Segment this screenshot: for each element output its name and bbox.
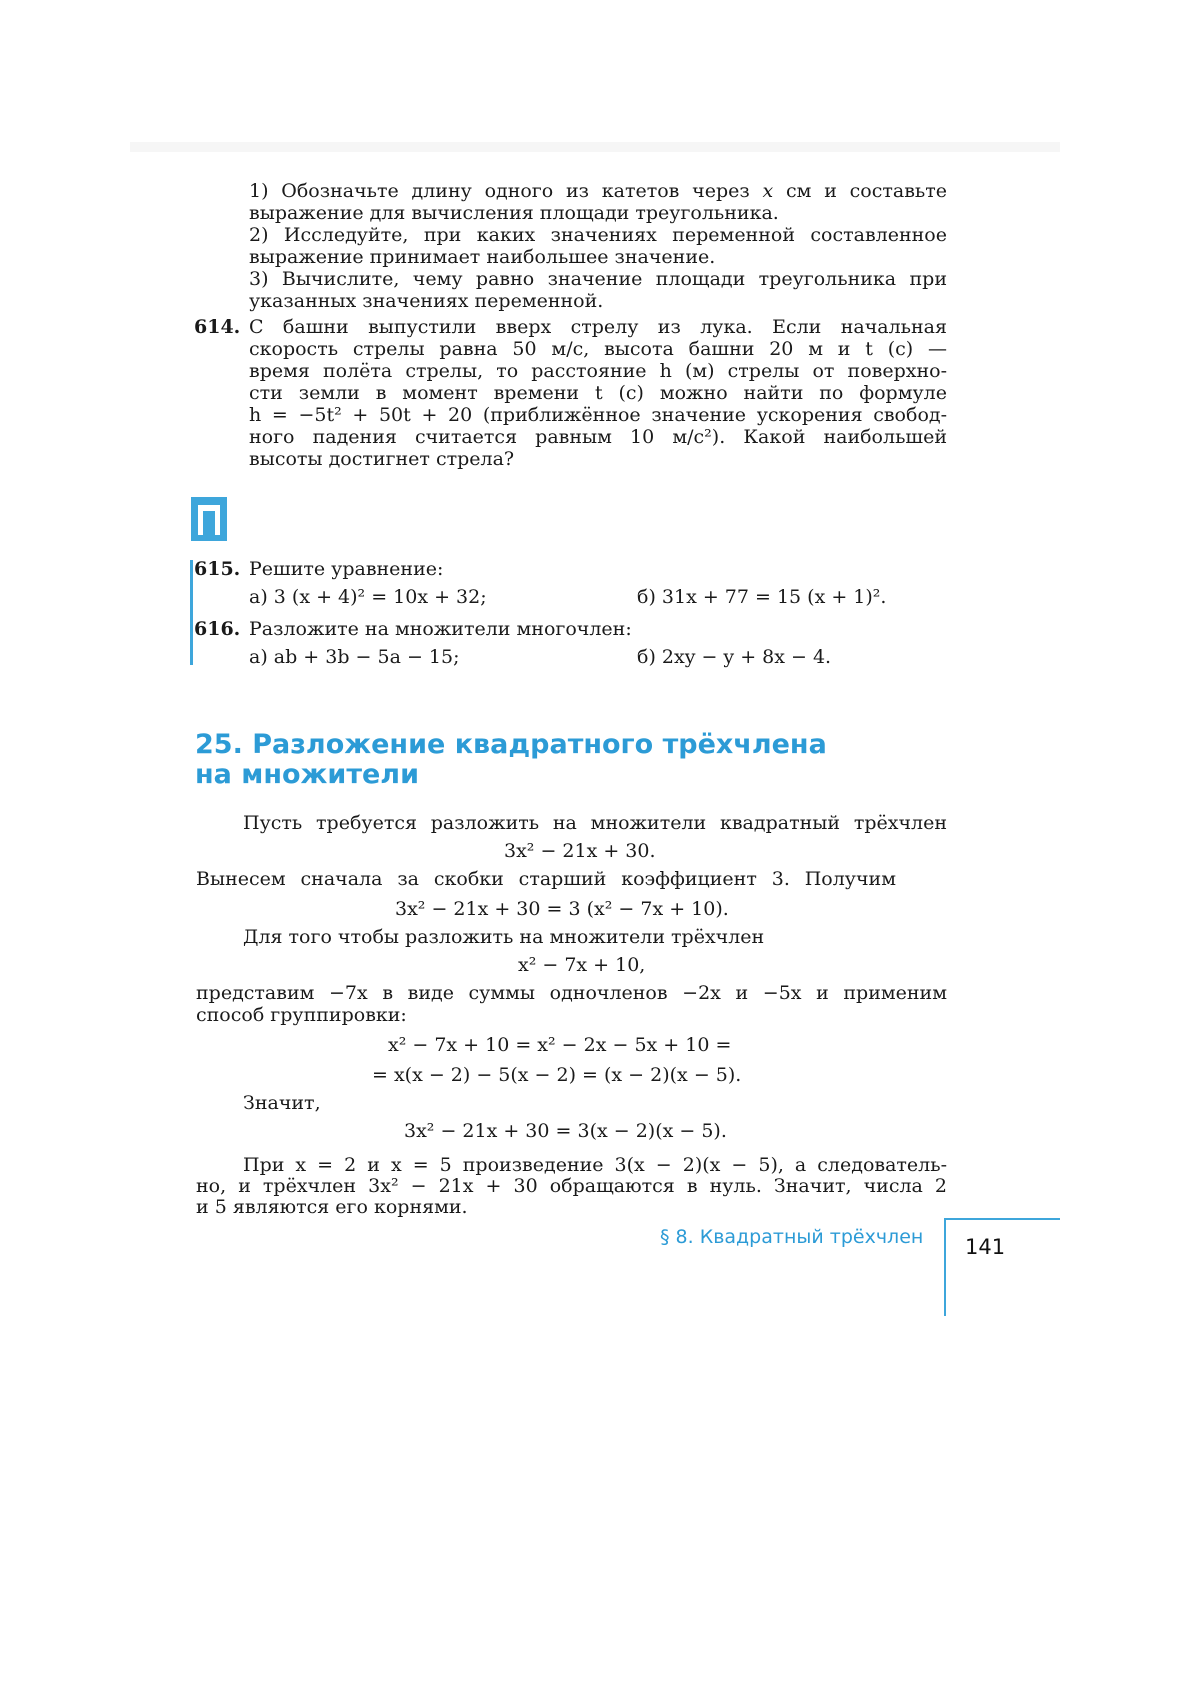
- body-paragraph-4b: способ группировки:: [196, 1004, 407, 1026]
- task-613-line-1: 1) Обозначьте длину одного из катетов через x см и составьте: [249, 180, 947, 202]
- chapter-footer: § 8. Квадратный трёхчлен: [660, 1226, 924, 1248]
- task-613-line-5: 3) Вычислите, чему равно значение площади треугольника при: [249, 268, 947, 290]
- task-615-a: а) 3 (x + 4)² = 10x + 32;: [249, 586, 487, 608]
- task-616-a: а) ab + 3b − 5a − 15;: [249, 646, 460, 668]
- task-615-number: 615.: [194, 558, 241, 580]
- body-paragraph-1: Пусть требуется разложить на множители квадратный трёхчлен: [243, 812, 947, 834]
- equation-2: 3x² − 21x + 30 = 3 (x² − 7x + 10).: [395, 898, 729, 920]
- repetition-section-icon: [191, 497, 227, 541]
- section-heading: [195, 730, 827, 790]
- task-614-line-7: высоты достигнет стрела?: [249, 448, 515, 470]
- task-614-number: 614.: [194, 316, 241, 338]
- task-614-line-6: ного падения считается равным 10 м/с²). Какой наибольшей: [249, 426, 947, 448]
- body-paragraph-6b: но, и трёхчлен 3x² − 21x + 30 обращаются в нуль. Значит, числа 2: [196, 1175, 947, 1197]
- task-614-line-5: h = −5t² + 50t + 20 (приближённое значение ускорения свобод-: [249, 404, 947, 426]
- equation-4: x² − 7x + 10 = x² − 2x − 5x + 10 =: [388, 1034, 732, 1056]
- task-616-title: Разложите на множители многочлен:: [249, 618, 632, 640]
- task-615-b: б) 31x + 77 = 15 (x + 1)².: [637, 586, 887, 608]
- footer-rule-horizontal: [945, 1218, 1060, 1220]
- task-614-line-1: С башни выпустили вверх стрелу из лука. Если начальная: [249, 316, 947, 338]
- body-paragraph-3: Для того чтобы разложить на множители трёхчлен: [243, 926, 765, 948]
- body-paragraph-6a: При x = 2 и x = 5 произведение 3(x − 2)(x − 5), а следователь-: [243, 1154, 947, 1176]
- task-614-line-2: скорость стрелы равна 50 м/с, высота башни 20 м и t (с) —: [249, 338, 947, 360]
- body-paragraph-2: Вынесем сначала за скобки старший коэффициент 3. Получим: [196, 868, 896, 890]
- task-614-line-3: время полёта стрелы, то расстояние h (м) стрелы от поверхно-: [249, 360, 947, 382]
- task-613-line-6: указанных значениях переменной.: [249, 290, 604, 312]
- body-paragraph-4a: представим −7x в виде суммы одночленов −2x и −5x и применим: [196, 982, 947, 1004]
- equation-1: 3x² − 21x + 30.: [504, 840, 656, 862]
- section-heading-line-2: на множители: [195, 759, 419, 790]
- task-613-line-4: выражение принимает наибольшее значение.: [249, 246, 716, 268]
- equation-6: 3x² − 21x + 30 = 3(x − 2)(x − 5).: [404, 1120, 727, 1142]
- body-paragraph-5: Значит,: [243, 1092, 321, 1114]
- footer-rule-vertical: [944, 1218, 946, 1316]
- repetition-side-bar: [190, 560, 193, 665]
- task-613-line-2: выражение для вычисления площади треугольника.: [249, 202, 779, 224]
- task-615-title: Решите уравнение:: [249, 558, 444, 580]
- task-613-line-3: 2) Исследуйте, при каких значениях переменной составленное: [249, 224, 947, 246]
- page-number: 141: [965, 1235, 1006, 1259]
- section-heading-line-1: 25. Разложение квадратного трёхчлена: [195, 729, 827, 760]
- equation-5: = x(x − 2) − 5(x − 2) = (x − 2)(x − 5).: [372, 1064, 742, 1086]
- task-616-number: 616.: [194, 618, 241, 640]
- equation-3: x² − 7x + 10,: [518, 954, 646, 976]
- body-paragraph-6c: и 5 являются его корнями.: [196, 1196, 468, 1218]
- task-616-b: б) 2xy − y + 8x − 4.: [637, 646, 832, 668]
- task-614-line-4: сти земли в момент времени t (с) можно найти по формуле: [249, 382, 947, 404]
- top-shade-bar: [130, 142, 1060, 152]
